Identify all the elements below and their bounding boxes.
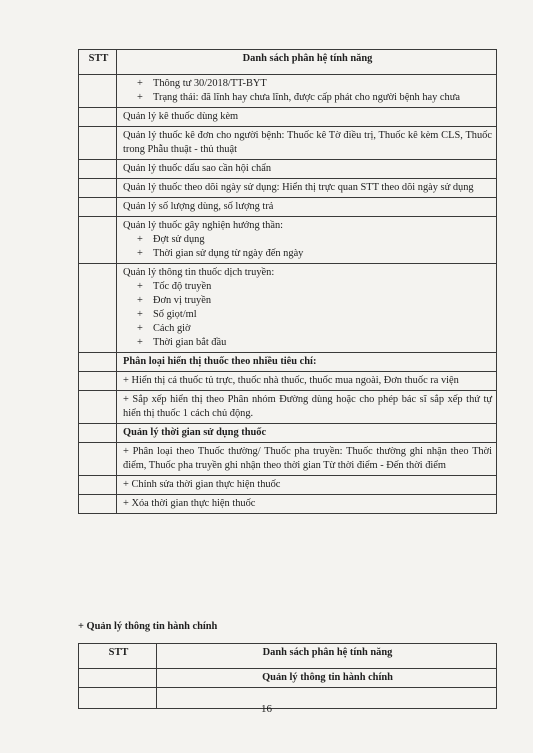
stt-cell bbox=[79, 424, 117, 443]
section-heading-cell: Quản lý thông tin hành chính bbox=[157, 669, 497, 688]
table-row bbox=[79, 160, 497, 179]
feature-text: Quản lý thông tin thuốc dịch truyền: bbox=[123, 267, 275, 278]
stt-cell bbox=[79, 264, 117, 353]
section-heading-cell: Quản lý thời gian sử dụng thuốc bbox=[117, 424, 497, 443]
table-row bbox=[79, 198, 497, 217]
table-row bbox=[79, 264, 497, 353]
feature-cell: Quản lý kê thuốc dùng kèm bbox=[117, 108, 497, 127]
feature-cell: Quản lý số lượng dùng, số lượng trả bbox=[117, 198, 497, 217]
stt-cell bbox=[79, 198, 117, 217]
admin-info-table bbox=[78, 643, 497, 709]
stt-cell bbox=[79, 669, 157, 688]
section-heading-cell: Phân loại hiển thị thuốc theo nhiều tiêu chí: bbox=[117, 353, 497, 372]
feature-cell: + Hiển thị cả thuốc tủ trực, thuốc nhà thuốc, thuốc mua ngoài, Đơn thuốc ra viện bbox=[117, 372, 497, 391]
stt-cell bbox=[79, 443, 117, 476]
bullet-item: + Số giọt/ml bbox=[137, 309, 197, 320]
bullet-item: + Thời gian sử dụng từ ngày đến ngày bbox=[137, 248, 304, 259]
bullet-item: + Thông tư 30/2018/TT-BYT bbox=[137, 78, 267, 89]
table-row bbox=[79, 476, 497, 495]
bullet-item: + Đơn vị truyền bbox=[137, 295, 212, 306]
stt-cell bbox=[79, 372, 117, 391]
stt-cell bbox=[79, 75, 117, 108]
bullet-item: + Trạng thái: đã lĩnh hay chưa lĩnh, được cấp phát cho người bệnh hay chưa bbox=[137, 92, 460, 103]
stt-cell bbox=[79, 108, 117, 127]
table-row bbox=[79, 179, 497, 198]
stt-cell bbox=[79, 179, 117, 198]
table-row bbox=[79, 372, 497, 391]
table-row bbox=[79, 75, 497, 108]
bullet-item: + Đợt sử dụng bbox=[137, 234, 205, 245]
table-row bbox=[79, 495, 497, 514]
feature-cell: Quản lý thuốc dấu sao cần hội chẩn bbox=[117, 160, 497, 179]
stt-cell bbox=[79, 217, 117, 264]
features-header: Danh sách phân hệ tính năng bbox=[117, 50, 497, 75]
table-row bbox=[79, 391, 497, 424]
stt-cell bbox=[79, 476, 117, 495]
feature-cell bbox=[117, 264, 497, 353]
stt-cell bbox=[79, 391, 117, 424]
feature-cell: + Phân loại theo Thuốc thường/ Thuốc pha truyền: Thuốc thường ghi nhận theo Thời điểm, Thuốc pha truyền ghi nhận theo thời gian Từ thời điểm - Đến thời điểm bbox=[117, 443, 497, 476]
feature-cell: + Xóa thời gian thực hiện thuốc bbox=[117, 495, 497, 514]
feature-cell bbox=[117, 75, 497, 108]
feature-cell: Quản lý thuốc theo dõi ngày sử dụng: Hiển thị trực quan STT theo dõi ngày sử dụng bbox=[117, 179, 497, 198]
stt-cell bbox=[79, 353, 117, 372]
features-header: Danh sách phân hệ tính năng bbox=[157, 644, 497, 669]
table-row bbox=[79, 443, 497, 476]
stt-cell bbox=[79, 127, 117, 160]
table-row bbox=[79, 424, 497, 443]
table-header-row bbox=[79, 644, 497, 669]
feature-cell: + Chỉnh sửa thời gian thực hiện thuốc bbox=[117, 476, 497, 495]
feature-cell: Quản lý thuốc kê đơn cho người bệnh: Thuốc kê Tờ điều trị, Thuốc kê kèm CLS, Thuốc trong Phẫu thuật - thủ thuật bbox=[117, 127, 497, 160]
table-row bbox=[79, 127, 497, 160]
stt-cell bbox=[79, 495, 117, 514]
page-number: 16 bbox=[261, 703, 272, 715]
feature-table bbox=[78, 49, 497, 514]
bullet-item: + Cách giờ bbox=[137, 323, 191, 334]
table-header-row bbox=[79, 50, 497, 75]
stt-header: STT bbox=[79, 50, 117, 75]
bullet-item: + Thời gian bắt đầu bbox=[137, 337, 227, 348]
stt-header: STT bbox=[79, 644, 157, 669]
bullet-item: + Tốc độ truyền bbox=[137, 281, 212, 292]
feature-cell bbox=[117, 217, 497, 264]
table-row bbox=[79, 353, 497, 372]
table-row bbox=[79, 108, 497, 127]
section-title: + Quản lý thông tin hành chính bbox=[78, 621, 218, 632]
table-row bbox=[79, 669, 497, 688]
stt-cell bbox=[79, 160, 117, 179]
table-row bbox=[79, 217, 497, 264]
feature-cell: + Sắp xếp hiển thị theo Phân nhóm Đường dùng hoặc cho phép bác sĩ sắp xếp thứ tự hiển thị thuốc 1 cách chủ động. bbox=[117, 391, 497, 424]
feature-text: Quản lý thuốc gây nghiện hướng thần: bbox=[123, 220, 284, 231]
